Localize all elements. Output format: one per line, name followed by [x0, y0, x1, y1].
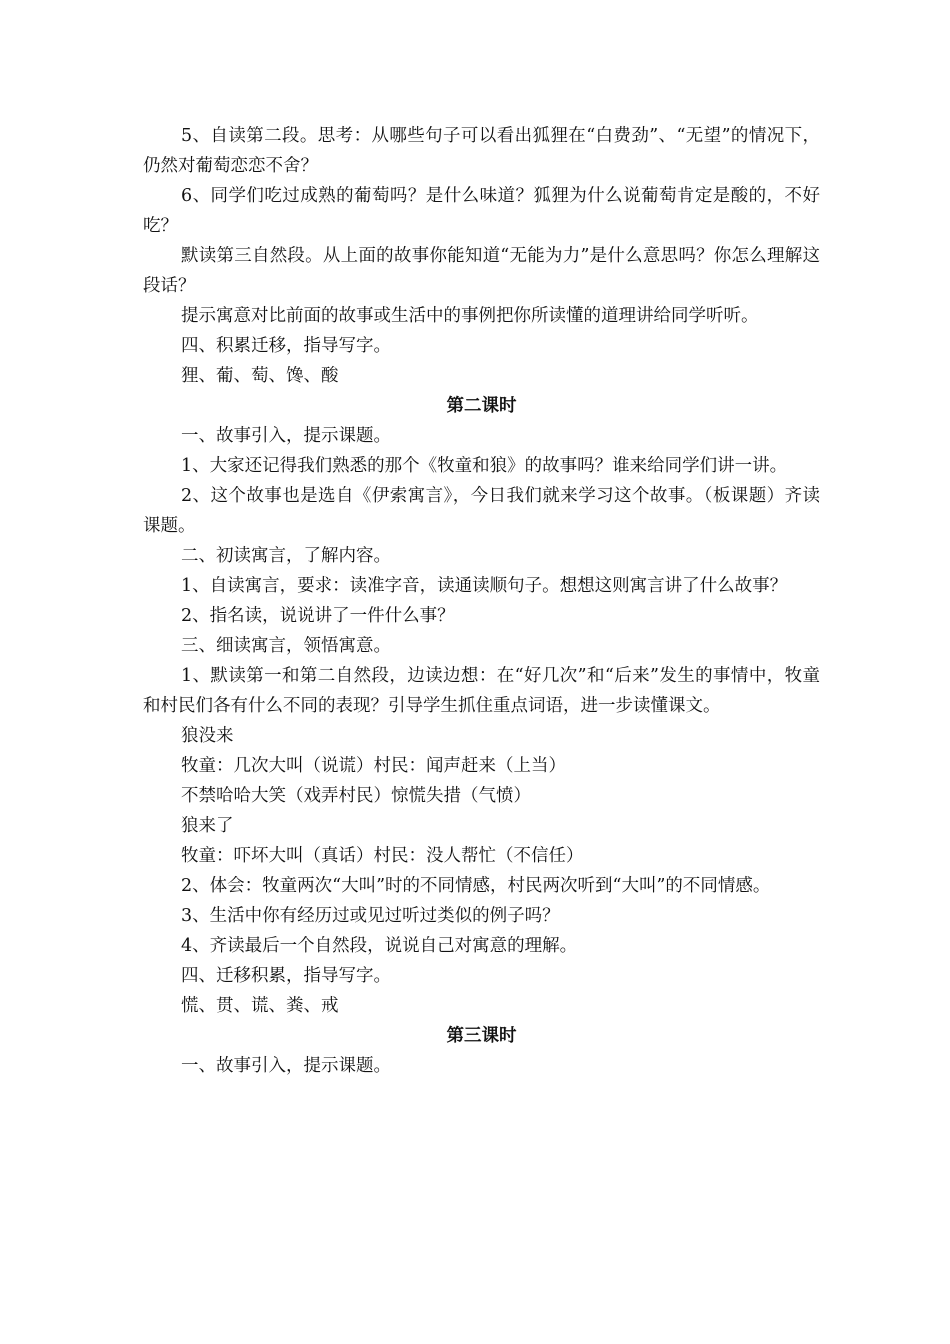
- paragraph: 1、默读第一和第二自然段，边读边想：在“好几次”和“后来”发生的事情中，牧童和村民们各有什么不同的表现？引导学生抓住重点词语，进一步读懂课文。: [143, 666, 820, 716]
- paragraph: 牧童：吓坏大叫（真话）村民：没人帮忙（不信任）: [181, 846, 584, 866]
- lesson-heading-3: 第三课时: [446, 1026, 517, 1046]
- paragraph: 3、生活中你有经历过或见过听过类似的例子吗？: [181, 906, 560, 926]
- paragraph: 一、故事引入，提示课题。: [181, 426, 391, 446]
- paragraph: 2、体会：牧童两次“大叫”时的不同情感，村民两次听到“大叫”的不同情感。: [181, 876, 771, 896]
- character-list: 慌、贯、谎、粪、戒: [181, 996, 339, 1016]
- section-heading-text: 四、积累迁移，指导写字。: [181, 336, 391, 356]
- paragraph: 1、大家还记得我们熟悉的那个《牧童和狼》的故事吗？谁来给同学们讲一讲。: [181, 456, 788, 476]
- paragraph: 5、自读第二段。思考：从哪些句子可以看出狐狸在“白费劲”、“无望”的情况下，仍然对葡萄恋恋不舍？: [143, 126, 820, 176]
- paragraph: 提示寓意对比前面的故事或生活中的事例把你所读懂的道理讲给同学听听。: [181, 306, 759, 326]
- paragraph: 狼没来: [181, 726, 234, 746]
- paragraph: 三、细读寓言，领悟寓意。: [181, 636, 391, 656]
- paragraph: 二、初读寓言，了解内容。: [181, 546, 391, 566]
- paragraph: 四、迁移积累，指导写字。: [181, 966, 391, 986]
- paragraph: 4、齐读最后一个自然段，说说自己对寓意的理解。: [181, 936, 578, 956]
- character-list: 狸、葡、萄、馋、酸: [181, 366, 339, 386]
- paragraph: 6、同学们吃过成熟的葡萄吗？是什么味道？狐狸为什么说葡萄肯定是酸的，不好吃？: [143, 186, 820, 236]
- paragraph: 2、指名读，说说讲了一件什么事？: [181, 606, 455, 626]
- paragraph: 不禁哈哈大笑（戏弄村民）惊慌失措（气愤）: [181, 786, 531, 806]
- paragraph: 1、自读寓言，要求：读准字音，读通读顺句子。想想这则寓言讲了什么故事？: [181, 576, 788, 596]
- paragraph: 默读第三自然段。从上面的故事你能知道“无能为力”是什么意思吗？你怎么理解这段话？: [143, 246, 820, 296]
- paragraph: 牧童：几次大叫（说谎）村民：闻声赶来（上当）: [181, 756, 566, 776]
- paragraph: 2、这个故事也是选自《伊索寓言》，今日我们就来学习这个故事。（板课题）齐读课题。: [143, 486, 820, 536]
- paragraph: 一、故事引入，提示课题。: [181, 1056, 391, 1076]
- paragraph: 狼来了: [181, 816, 234, 836]
- lesson-heading-2: 第二课时: [446, 396, 517, 416]
